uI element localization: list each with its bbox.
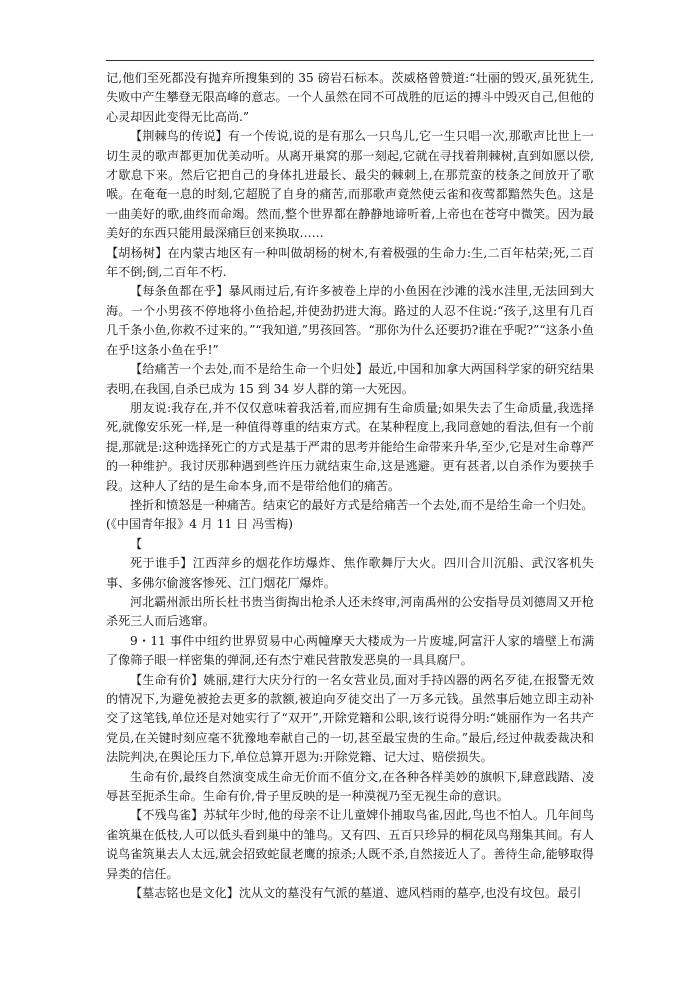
paragraph-13: 【生命有价】姚丽,建行大庆分行的一名女营业员,面对手持凶器的两名歹徒,在报警无效的情况下,为避免被抢去更多的款额,被迫向歹徒交出了一万多元钱。虽然事后她立即主动补交了这笔钱,单位还是对她实行了“双开”,开除党籍和公职,该行说得分明:“姚丽作为一名共产党员,在关键时刻应毫不犹豫地奉献自己的一切,甚至最宝贵的生命。”最后,经过仲裁委裁决和法院判决,在舆论压力下,单位总算开恩为:开除党籍、记大过、赔偿损失。: [106, 672, 594, 765]
body-text: [106, 69, 594, 903]
paragraph-8: (《中国青年报》4 月 11 日 冯雪梅): [106, 517, 293, 532]
paragraph-2: 【荆棘鸟的传说】有一个传说,说的是有那么一只鸟儿,它一生只唱一次,那歌声比世上一切生灵的歌声都更加优美动听。从离开巢窝的那一刻起,它就在寻找着荆棘树,直到如愿以偿,才歇息下来。然后它把自己的身体扎进最长、最尖的棘刺上,在那荒蛮的枝条之间放开了歌喉。在奄奄一息的时刻,它超脱了自身的痛苦,而那歌声竟然使云雀和夜莺都黯然失色。这是一曲美好的歌,曲终而命竭。然而,整个世界都在静静地谛听着,上帝也在苍穹中微笑。因为最美好的东西只能用最深痛巨创来换取……: [106, 129, 594, 241]
paragraph-16: 【墓志铭也是文化】沈从文的墓没有气派的墓道、遮风档雨的墓亭,也没有坟包。最引: [130, 886, 582, 901]
paragraph-6: 朋友说:我存在,并不仅仅意味着我活着,而应拥有生命质量;如果失去了生命质量,我选择死,就像安乐死一样,是一种值得尊重的结束方式。在某种程度上,我同意她的看法,但有一个前提,那就是:这种选择死亡的方式是基于严肃的思考并能给生命带来升华,至少,它是对生命尊严的一种维护。我讨厌那种遇到些许压力就结束生命,这是逃避。更有甚者,以自杀作为要挟手段。这种人了结的是生命本身,而不是带给他们的痛苦。: [106, 400, 594, 493]
paragraph-7: 挫折和愤怒是一种痛苦。结束它的最好方式是给痛苦一个去处,而不是给生命一个归处。: [130, 497, 594, 512]
paragraph-1: 记,他们至死都没有抛弃所搜集到的 35 磅岩石标本。茨威格曾赞道:“壮丽的毁灭,虽死犹生,失败中产生攀登无限高峰的意志。一个人虽然在同不可战胜的厄运的搏斗中毁灭自己,但他的心灵却因此变得无比高尚.”: [106, 71, 594, 124]
paragraph-4: 【每条鱼都在乎】暴风雨过后,有许多被卷上岸的小鱼困在沙滩的浅水洼里,无法回到大海。一个小男孩不停地将小鱼拾起,并使劲扔进大海。路过的人忍不住说:“孩子,这里有几百几千条小鱼,你救不过来的。”“我知道,”男孩回答。“那你为什么还要扔?谁在乎呢?”“这条小鱼在乎!这条小鱼在乎!”: [106, 284, 594, 357]
paragraph-9: 【: [130, 536, 143, 551]
paragraph-5: 【给痛苦一个去处,而不是给生命一个归处】最近,中国和加拿大两国科学家的研究结果表明,在我国,自杀已成为 15 到 34 岁人群的第一大死因。: [106, 362, 594, 396]
paragraph-11: 河北霸州派出所长杜书贵当街掏出枪杀人还未终审,河南禹州的公安指导员刘德周又开枪杀死三人而后逃窜。: [106, 594, 594, 629]
paragraph-10: 死于谁手】江西萍乡的烟花作坊爆炸、焦作歌舞厅大火。四川合川沉船、武汉客机失事、多佛尔偷渡客惨死、江门烟花厂爆炸。: [106, 556, 594, 590]
paragraph-14: 生命有价,最终自然演变成生命无价而不值分文,在各种各样美妙的旗帜下,肆意践踏、凌辱甚至扼杀生命。生命有价,骨子里反映的是一种漠视乃至无视生命的意识。: [106, 769, 594, 804]
paragraph-3: 【胡杨树】在内蒙古地区有一种叫做胡杨的树木,有着极强的生命力:生,二百年枯荣;死,二百年不倒;倒,二百年不朽.: [106, 245, 594, 280]
paragraph-15: 【不残鸟雀】苏轼年少时,他的母亲不让儿童婢仆捕取鸟雀,因此,鸟也不怕人。几年间鸟雀筑巢在低枝,人可以低头看到巢中的雏鸟。又有四、五百只珍异的桐花凤鸟翔集其间。有人说鸟雀筑巢去人太远,就会招致蛇鼠老鹰的掠杀;人既不杀,自然接近人了。善待生命,能够取得异类的信任。: [106, 808, 594, 881]
paragraph-12: 9・11 事件中纽约世界贸易中心两幢摩天大楼成为一片废墟,阿富汗人家的墙壁上布满了像筛子眼一样密集的弹洞,还有杰宁难民营散发恶臭的一具具腐尸。: [106, 633, 594, 668]
header-rule: [106, 60, 594, 61]
